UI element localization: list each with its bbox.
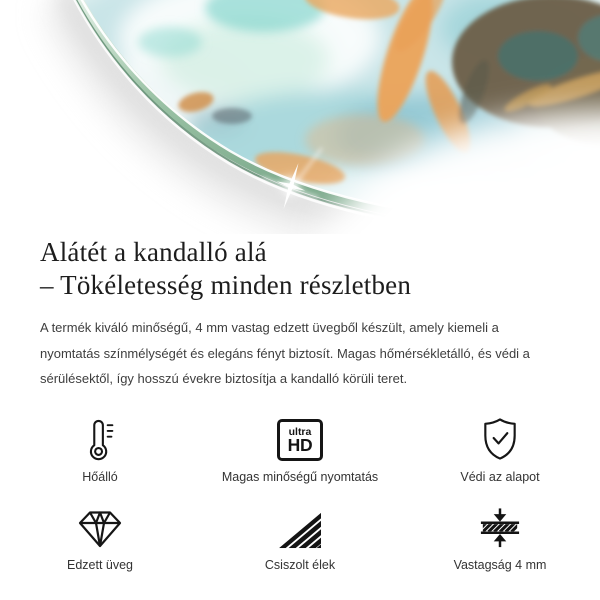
feature-label: Edzett üveg: [66, 557, 133, 572]
page-title-line1: Alátét a kandalló alá: [40, 237, 267, 267]
feature-label: Csiszolt élek: [264, 557, 336, 572]
feature-polished-edges: [200, 507, 400, 573]
diamond-icon: [77, 507, 123, 549]
ultra-hd-icon-text-bottom: HD: [287, 434, 313, 455]
page-title-line2: – Tökéletesség minden részletben: [40, 270, 412, 300]
thickness-icon: [478, 507, 522, 549]
feature-label: Magas minőségű nyomtatás: [221, 469, 379, 484]
polished-edges-icon: [278, 507, 322, 549]
product-photo: [0, 0, 600, 234]
feature-grid: [0, 419, 600, 573]
ultra-hd-icon: [277, 419, 323, 461]
shield-check-icon: [480, 419, 520, 461]
feature-label: Vastagság 4 mm: [453, 557, 547, 572]
ultra-hd-icon-text-top: ultra: [288, 425, 312, 438]
feature-tempered-glass: [0, 507, 200, 573]
feature-print-quality: [200, 419, 400, 485]
glass-disc-image: [0, 0, 600, 234]
feature-label: Hőálló: [82, 469, 118, 484]
feature-thickness: [400, 507, 600, 573]
page-title: [40, 236, 560, 302]
feature-label: Védi az alapot: [460, 469, 540, 484]
feature-protects-base: [400, 419, 600, 485]
thermometer-icon: [84, 419, 116, 461]
product-description-block: [0, 234, 600, 392]
product-description: A termék kiváló minőségű, 4 mm vastag edzett üvegből készült, amely kiemeli a nyomtatás színmélységét és elegáns fényt biztosít. Magas hőmérsékletálló, és védi a sérülésektől, így hosszú évekre biztosítja a kandalló körüli teret.: [40, 320, 530, 386]
feature-heat-resistant: [0, 419, 200, 485]
